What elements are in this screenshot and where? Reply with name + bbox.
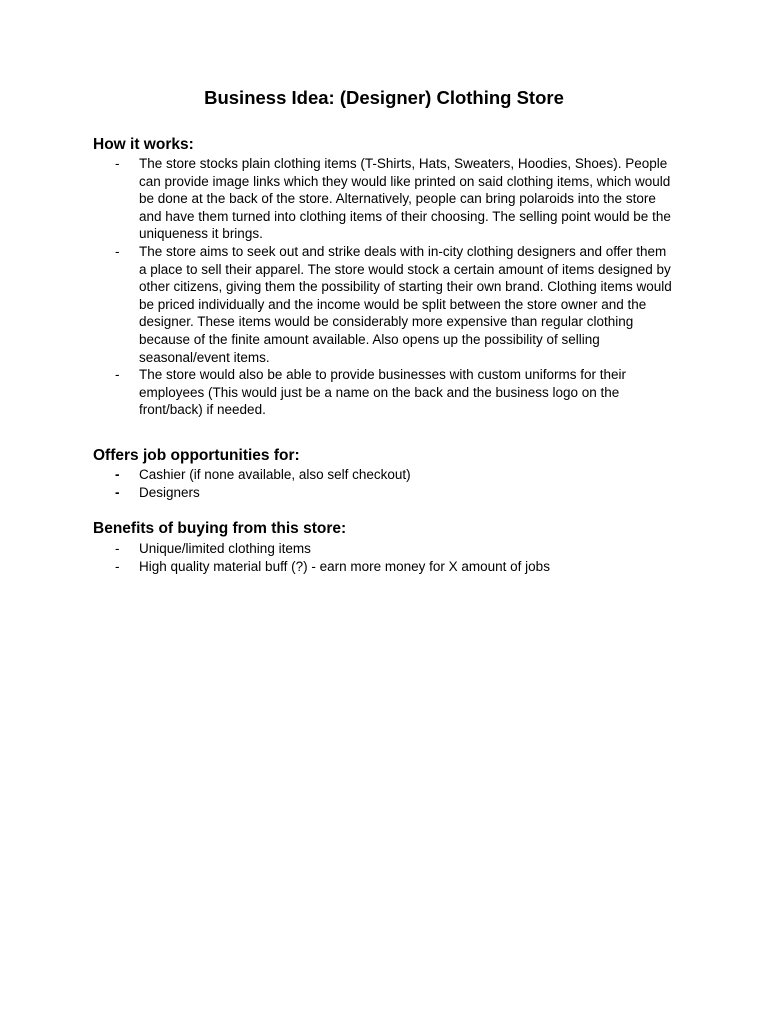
list-item [93, 466, 673, 484]
section-heading-benefits: Benefits of buying from this store: [93, 520, 347, 537]
bullet-dash: - [115, 541, 120, 556]
how-it-works-list [93, 155, 673, 419]
list-item-text: High quality material buff (?) - earn more money for X amount of jobs [139, 558, 550, 574]
bullet-dash: - [115, 367, 120, 383]
list-item-text: Designers [139, 484, 200, 500]
list-item-text: The store stocks plain clothing items (T-Shirts, Hats, Sweaters, Hoodies, Shoes). People can provide image links which they would like printed on said clothing items, which would be done at the back of the store. Alternatively, people can bring polaroids into the store and have them turned into clothing items of their choosing. The selling point would be the uniqueness it brings. [139, 156, 671, 242]
list-item-text: The store would also be able to provide businesses with custom uniforms for their employees (This would just be a name on the back and the business logo on the front/back) if needed. [139, 367, 626, 418]
list-item [93, 484, 673, 502]
bullet-dash: - [115, 558, 120, 574]
bullet-dash: - [115, 484, 120, 500]
bullet-dash: - [115, 467, 120, 482]
section-heading-job-opportunities: Offers job opportunities for: [93, 447, 300, 464]
list-item-text: Unique/limited clothing items [139, 541, 311, 556]
bullet-dash: - [115, 156, 120, 171]
benefits-list [93, 540, 673, 575]
list-item [93, 558, 673, 576]
document-title: Business Idea: (Designer) Clothing Store [204, 87, 564, 108]
list-item-text: Cashier (if none available, also self checkout) [139, 467, 411, 482]
list-item [93, 243, 673, 366]
bullet-dash: - [115, 243, 120, 259]
section-heading-how-it-works: How it works: [93, 136, 194, 153]
list-item [93, 155, 673, 243]
job-opportunities-list [93, 466, 673, 501]
list-item [93, 540, 673, 558]
list-item-text: The store aims to seek out and strike deals with in-city clothing designers and offer them a place to sell their apparel. The store would stock a certain amount of items designed by other citizens, giving them the possibility of starting their own brand. Clothing items would be priced individually and the income would be split between the store owner and the designer. These items would be considerably more expensive than regular clothing because of the finite amount available. Also opens up the possibility of selling seasonal/event items. [139, 243, 672, 365]
list-item [93, 366, 673, 419]
